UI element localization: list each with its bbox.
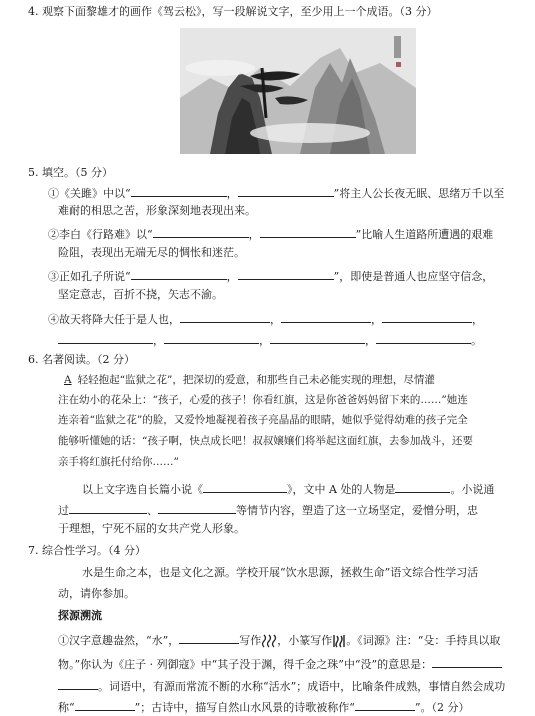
q7-s3a: 。词语中，有源而常流不断的水称“活水”；成语中，比喻条件成熟，事情自然会成功 (98, 680, 506, 693)
q6-q2c: 等情节内容，塑造了这一立场坚定，爱憎分明，忠 (236, 504, 478, 517)
q5-l1-text-c: ”将主人公长夜无眠、思绪万千以至 (333, 187, 505, 200)
q6-question-2 (58, 501, 478, 518)
q7-line-2 (58, 655, 502, 672)
answer-blank[interactable] (158, 501, 236, 514)
q5-l2-text-a: ②李白《行路难》以“ (48, 228, 153, 241)
q7-line-4 (58, 698, 470, 715)
q6-passage-4: 能够听懂她的话：“孩子啊，快点成长吧！叔叔嬢嬢们将举起这面红旗，去参加战斗，还要 (58, 435, 473, 447)
answer-blank[interactable] (58, 677, 98, 690)
answer-blank[interactable] (164, 331, 259, 344)
marker-a: A (64, 374, 72, 386)
question-4: 4. 观察下面黎雄才的画作《驾云松》，写一段解说文字，至少用上一个成语。（3 分） (28, 5, 438, 18)
answer-blank[interactable] (432, 655, 502, 668)
answer-blank[interactable] (238, 267, 334, 280)
answer-blank[interactable] (69, 501, 147, 514)
comma: ， (371, 313, 382, 326)
q7-s4b: ”；古诗中，描写自然山水风景的诗歌被称作“ (134, 701, 355, 714)
answer-blank[interactable] (58, 331, 153, 344)
q5-l2-text-b: ， (248, 228, 260, 241)
painting-illustration (180, 28, 416, 154)
q6-q1b: 》，文中 A 处的人物是 (287, 483, 396, 496)
q7-subheading: 探源溯流 (58, 609, 102, 622)
q7-s4a: 称“ (58, 701, 75, 714)
answer-blank[interactable] (131, 184, 227, 197)
period: 。 (471, 334, 482, 347)
q5-line-1 (48, 184, 504, 201)
q6-passage-1 (58, 373, 435, 387)
water-seal-icon (332, 634, 346, 648)
q6-q1c: 。小说通 (450, 483, 495, 496)
q7-s1c: ，小篆写作 (277, 634, 333, 647)
q5-line-4 (48, 310, 483, 327)
answer-blank[interactable] (376, 331, 471, 344)
question-6-title: 6. 名著阅读。（2 分） (28, 353, 135, 366)
comma: ， (153, 334, 164, 347)
answer-blank[interactable] (180, 310, 270, 323)
q7-s2a: 物。”你认为《庄子 · 列御寇》中“其子没于渊，得千金之珠”中“没”的意思是： (58, 658, 433, 671)
q5-line-1b: 难耐的相思之苦，形象深刻地表现出来。 (58, 204, 256, 217)
q5-l1-text-b: ， (226, 187, 238, 200)
q5-line-3 (48, 267, 493, 284)
q5-l2-text-c: ”比喻人生道路所遭遇的艰难 (355, 228, 494, 241)
answer-blank[interactable] (131, 267, 227, 280)
answer-blank[interactable] (395, 480, 450, 493)
answer-blank[interactable] (238, 184, 334, 197)
q6-passage-3: 连亲着“监狱之花”的脸，又爱怜地凝视着孩子亮晶晶的眼睛，她似乎觉得幼难的孩子完全 (58, 414, 468, 426)
comma: ， (270, 313, 281, 326)
q6-passage-5: 亲手将红旗托付给你……” (58, 456, 179, 468)
q5-line-5 (58, 331, 482, 348)
q7-line-3 (58, 677, 505, 694)
q6-question-1 (82, 480, 494, 497)
q6-q1a: 以上文字选自长篇小说《 (82, 483, 203, 496)
question-7-title: 7. 综合性学习。（4 分） (28, 544, 146, 557)
answer-blank[interactable] (203, 480, 287, 493)
answer-blank[interactable] (281, 310, 371, 323)
answer-blank[interactable] (75, 698, 135, 711)
comma: ， (365, 334, 376, 347)
q7-intro-1: 水是生命之本，也是文化之源。学校开展“饮水思源，拯救生命”语文综合性学习活 (82, 566, 479, 579)
comma: ， (472, 313, 483, 326)
q6-q2a: 过 (58, 504, 69, 517)
q7-line-1 (58, 631, 500, 648)
answer-blank[interactable] (153, 225, 249, 238)
q5-l4-text: ④故天将降大任于是人也， (48, 313, 180, 326)
answer-blank[interactable] (355, 698, 415, 711)
q7-s1d: 。《词源》注：“殳：手持具以取 (346, 634, 501, 647)
q5-line-2 (48, 225, 493, 242)
q5-l3-text-b: ， (226, 270, 238, 283)
q5-line-3b: 坚定意志，百折不挠，矢志不渝。 (58, 288, 223, 301)
q5-l3-text-c: ”，即使是普通人也应坚守信念， (333, 270, 494, 283)
answer-blank[interactable] (382, 310, 472, 323)
q5-l1-text-a: ①《关雎》中以“ (48, 187, 131, 200)
q7-s1b: 写作 (239, 634, 262, 647)
answer-blank[interactable] (270, 331, 365, 344)
q7-s4c: ”。（2 分） (414, 701, 470, 714)
water-oracle-icon (261, 634, 277, 648)
q6-p1: 轻轻抱起“监狱之花”，把深切的爱意，和那些自己未必能实现的理想，尽情灌 (77, 374, 435, 386)
comma: ， (259, 334, 270, 347)
q6-q2b: 、 (147, 504, 158, 517)
q7-s1a: ①汉字意趣盎然，“水”， (58, 634, 180, 647)
question-5-title: 5. 填空。（5 分） (28, 166, 113, 179)
q6-passage-2: 注在幼小的花朵上：“孩子，心爱的孩子！你看红旗，这是你爸爸妈妈留下来的……”她连 (58, 394, 468, 406)
q6-question-3: 于理想，宁死不屈的女共产党人形象。 (58, 522, 245, 535)
q7-intro-2: 动，请你参加。 (58, 587, 135, 600)
answer-blank[interactable] (260, 225, 356, 238)
painting-image (180, 28, 416, 154)
q5-line-2b: 险阻，表现出无端无尽的惆怅和迷茫。 (58, 246, 245, 259)
q5-l3-text-a: ③正如孔子所说“ (48, 270, 131, 283)
answer-blank[interactable] (179, 631, 239, 644)
